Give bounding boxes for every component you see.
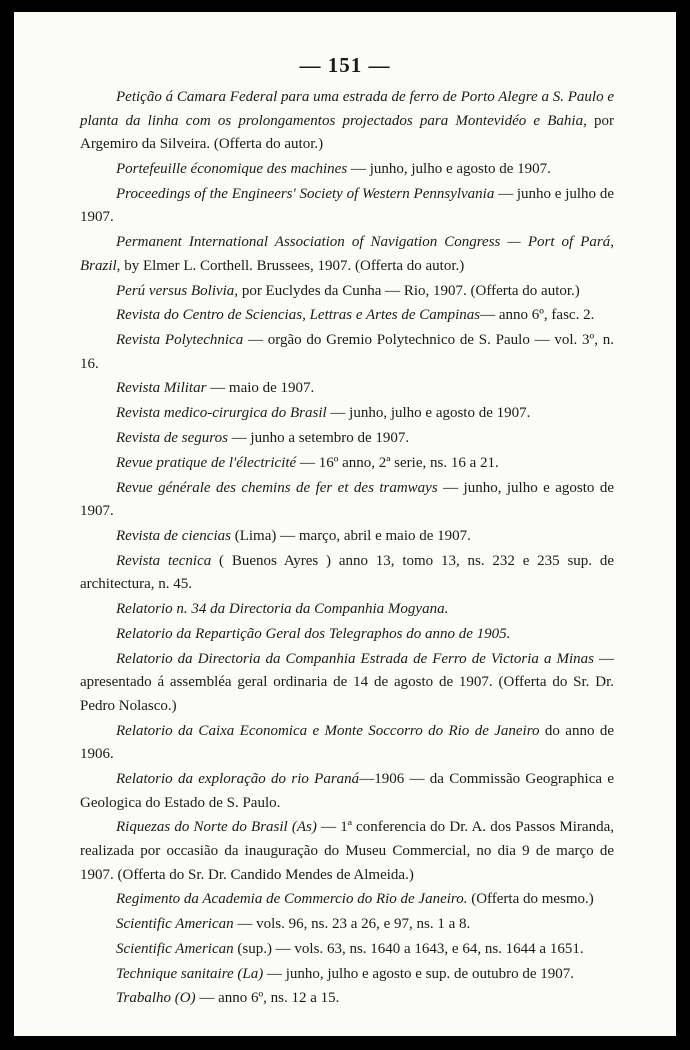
entry-details: do anno de 1906.	[80, 722, 614, 763]
entry-title: Proceedings of the Engineers' Society of Western Pennsylvania	[116, 185, 495, 202]
entry-title: Scientific American	[116, 940, 234, 957]
entry-details: por Euclydes da Cunha — Rio, 1907. (Offerta do autor.)	[238, 282, 580, 299]
bibliography-entry	[80, 183, 614, 230]
entry-title: Trabalho (O)	[116, 990, 196, 1007]
entry-title: Portefeuille économique des machines	[116, 160, 348, 177]
bibliography-entry	[80, 377, 614, 401]
bibliography-entry	[80, 452, 614, 476]
bibliography-entry	[80, 888, 614, 912]
bibliography-list	[80, 86, 614, 1012]
bibliography-entry	[80, 648, 614, 719]
entry-details: —1906 — da Commissão Geographica e Geologica do Estado de S. Paulo.	[80, 771, 615, 811]
entry-details: — anno 6º, ns. 12 a 15.	[195, 990, 340, 1007]
entry-title: Revista de ciencias	[116, 527, 231, 544]
entry-details: — 16º anno, 2ª serie, ns. 16 a 21.	[296, 454, 499, 471]
entry-details: por Argemiro da Silveira. (Offerta do autor.)	[80, 112, 614, 153]
entry-details: — junho, julho e agosto de 1907.	[80, 479, 614, 520]
entry-details: — maio de 1907.	[206, 380, 315, 397]
bibliography-entry	[80, 86, 614, 157]
entry-details: — junho, julho e agosto de 1907.	[326, 405, 531, 422]
entry-details: — apresentado á assembléa geral ordinaria de 14 de agosto de 1907. (Offerta do Sr. Dr. Pedro Nolasco.)	[80, 650, 614, 714]
bibliography-entry	[80, 913, 614, 937]
entry-details: (Lima) — março, abril e maio de 1907.	[230, 527, 471, 544]
entry-details: — vols. 96, ns. 23 a 26, e 97, ns. 1 a 8.	[233, 916, 471, 933]
entry-details: — junho e julho de 1907.	[80, 185, 614, 226]
entry-title: Relatorio da Repartição Geral dos Telegraphos do anno de 1905.	[116, 625, 511, 642]
bibliography-entry	[80, 280, 614, 304]
entry-title: Scientific American	[116, 916, 234, 933]
entry-details: — anno 6º, fasc. 2.	[480, 307, 595, 324]
bibliography-entry	[80, 938, 614, 962]
bibliography-entry	[80, 231, 614, 278]
bibliography-entry	[80, 304, 614, 328]
entry-title: Revista medico-cirurgica do Brasil	[116, 405, 327, 422]
entry-title: Revue générale des chemins de fer et des tramways	[116, 479, 438, 496]
bibliography-entry	[80, 598, 614, 622]
bibliography-entry	[80, 623, 614, 647]
bibliography-entry	[80, 158, 614, 182]
entry-details: by Elmer L. Corthell. Brussees, 1907. (Offerta do autor.)	[120, 257, 465, 274]
entry-details: — junho, julho e agosto e sup. de outubro de 1907.	[263, 965, 575, 982]
entry-details: (Offerta do mesmo.)	[467, 891, 594, 908]
bibliography-entry	[80, 402, 614, 426]
entry-title: Regimento da Academia de Commercio do Rio de Janeiro.	[116, 891, 468, 908]
entry-details: — 1ª conferencia do Dr. A. dos Passos Miranda, realizada por occasião da inauguração do Museu Commercial, no dia 9 de março de 1907. (Offerta do Sr. Dr. Candido Mendes de Almeida.)	[80, 819, 614, 883]
bibliography-entry	[80, 816, 614, 887]
entry-details: — junho a setembro de 1907.	[227, 430, 410, 446]
entry-title: Petição á Camara Federal para uma estrada de ferro de Porto Alegre a S. Paulo e planta da linha com os prolongamentos projectados para Montevidéo e Bahia,	[80, 89, 614, 129]
entry-title: Perú versus Bolivia,	[116, 282, 239, 299]
entry-title: Revue pratique de l'électricité	[116, 454, 297, 471]
entry-title: Relatorio da Directoria da Companhia Estrada de Ferro de Victoria a Minas	[116, 650, 594, 667]
entry-title: Relatorio da exploração do rio Paraná	[116, 771, 360, 787]
entry-title: Revista de seguros	[116, 430, 228, 446]
bibliography-entry	[80, 720, 614, 767]
bibliography-entry	[80, 525, 614, 549]
bibliography-entry	[80, 987, 614, 1011]
entry-title: Revista do Centro de Sciencias, Lettras e Artes de Campinas	[116, 307, 481, 324]
entry-details: (sup.) — vols. 63, ns. 1640 a 1643, e 64, ns. 1644 a 1651.	[233, 940, 584, 957]
entry-details: — junho, julho e agosto de 1907.	[347, 160, 551, 177]
entry-title: Relatorio n. 34 da Directoria da Companhia Mogyana.	[116, 601, 449, 618]
document-page	[14, 12, 676, 1036]
entry-title: Relatorio da Caixa Economica e Monte Soccorro do Rio de Janeiro	[116, 722, 540, 739]
entry-title: Revista Militar	[116, 380, 207, 397]
entry-title: Technique sanitaire (La)	[116, 965, 264, 982]
entry-title: Revista Polytechnica	[116, 332, 244, 349]
bibliography-entry	[80, 768, 614, 815]
bibliography-entry	[80, 477, 614, 524]
page-number: — 151 —	[299, 53, 391, 77]
entry-title: Permanent International Association of Navigation Congress — Port of Pará, Brazil,	[80, 234, 614, 274]
bibliography-entry	[80, 963, 614, 987]
bibliography-entry	[80, 427, 614, 451]
entry-details: ( Buenos Ayres ) anno 13, tomo 13, ns. 232 e 235 sup. de architectura, n. 45.	[80, 552, 614, 593]
entry-title: Revista tecnica	[116, 552, 212, 569]
bibliography-entry	[80, 550, 614, 597]
entry-title: Riquezas do Norte do Brasil (As)	[116, 819, 317, 836]
bibliography-entry	[80, 329, 614, 376]
entry-details: — orgão do Gremio Polytechnico de S. Paulo — vol. 3º, n. 16.	[80, 332, 614, 372]
